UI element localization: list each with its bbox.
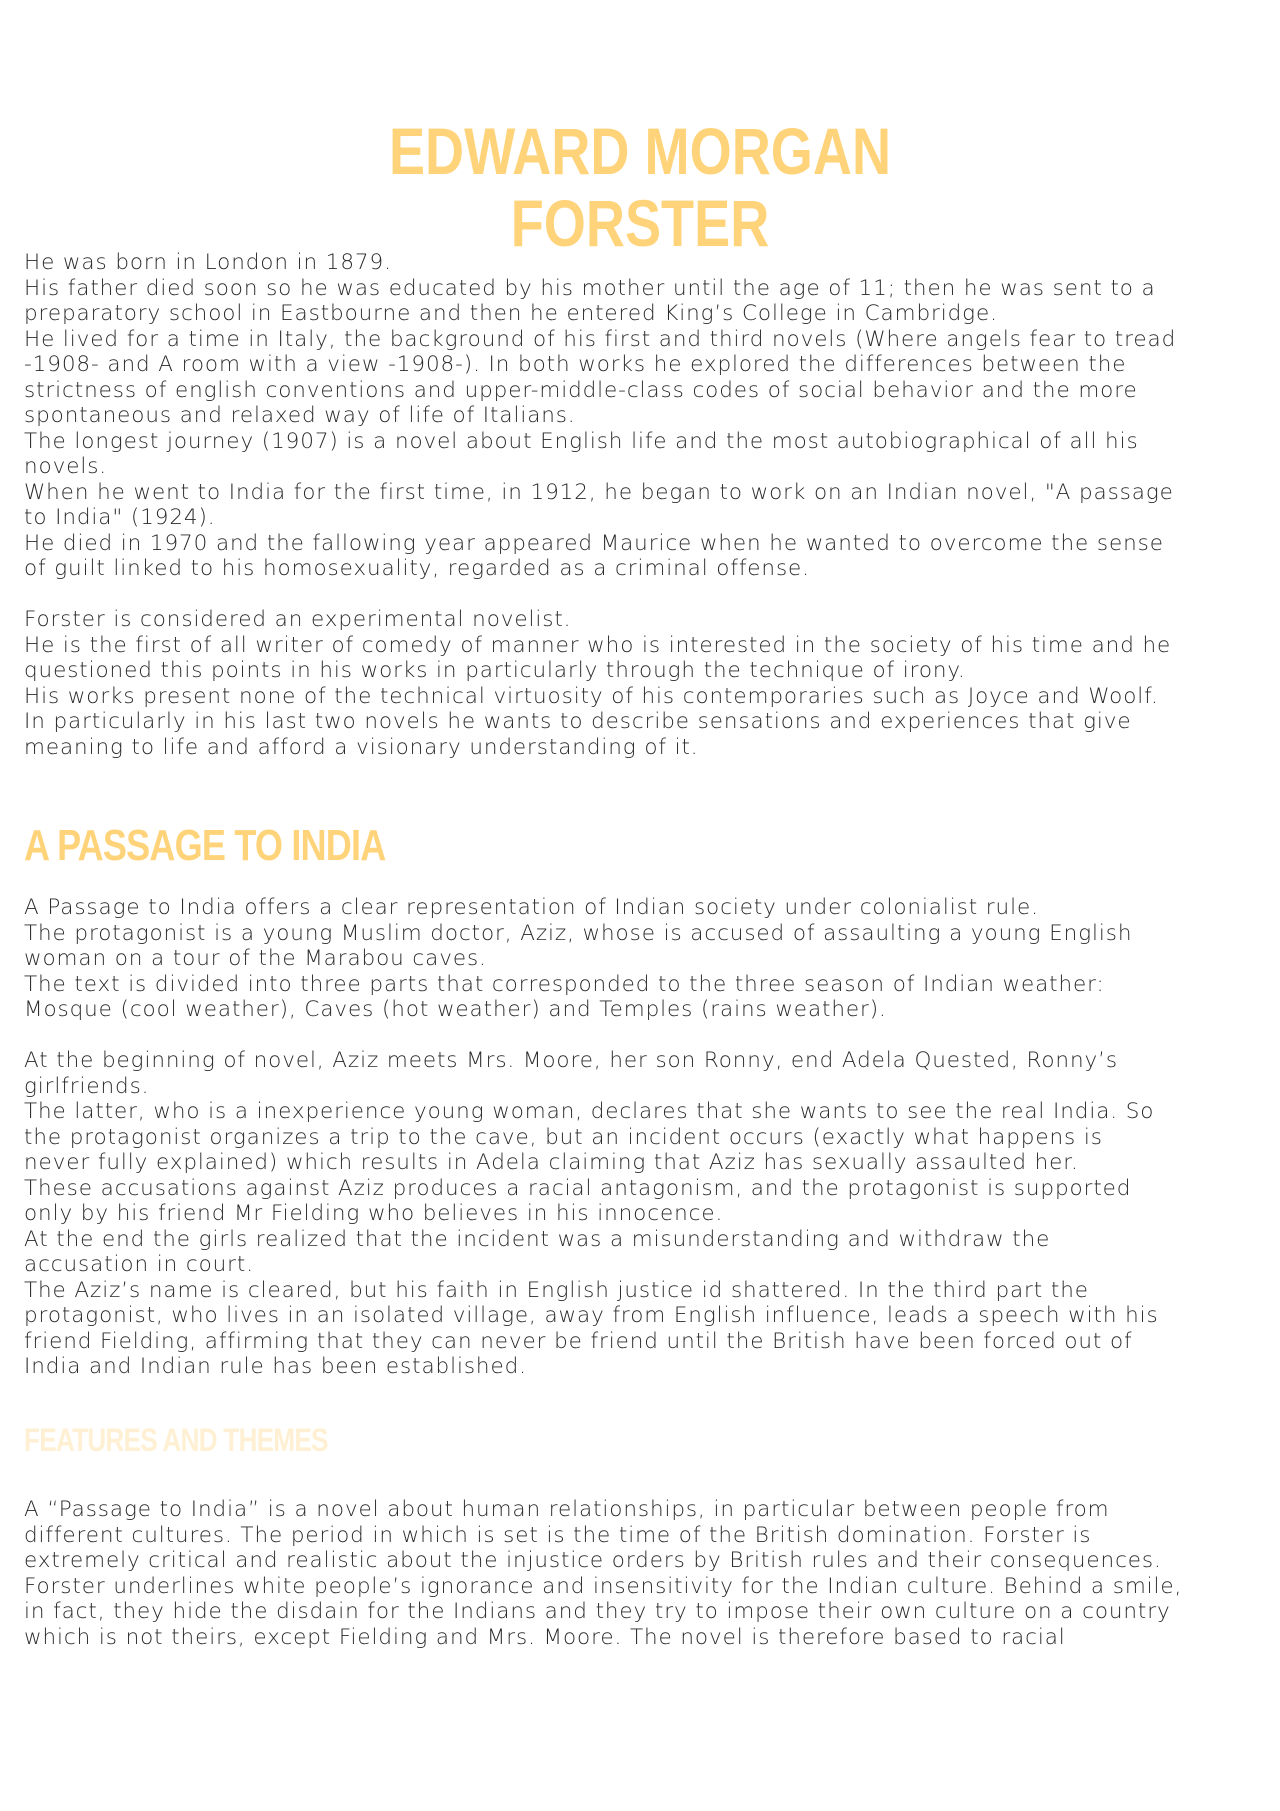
text-line: meaning to life and afford a visionary understanding of it. bbox=[24, 734, 699, 760]
text-line: accusation in court. bbox=[24, 1252, 254, 1277]
text-line: He was born in London in 1879. bbox=[24, 250, 392, 275]
text-line: novels. bbox=[24, 454, 108, 479]
text-line: His works present none of the technical virtuosity of his contemporaries such as Joyce and Woolf. bbox=[24, 683, 1159, 709]
text-line: He died in 1970 and the fallowing year appeared Maurice when he wanted to overcome the sense bbox=[24, 530, 1164, 556]
text-line: He is the first of all writer of comedy of manner who is interested in the society of his time and he bbox=[24, 632, 1172, 658]
passage-section bbox=[24, 895, 1264, 1380]
text-line: The latter, who is a inexperience young woman, declares that she wants to see the real India. So bbox=[24, 1099, 1155, 1124]
text-line: the protagonist organizes a trip to the cave, but an incident occurs (exactly what happens is bbox=[24, 1124, 1103, 1150]
text-line: questioned this points in his works in particularly through the technique of irony. bbox=[24, 658, 966, 683]
text-line: -1908- and A room with a view -1908-). In both works he explored the differences between the bbox=[24, 352, 1127, 377]
page-title-line-1: EDWARD MORGAN bbox=[388, 114, 892, 188]
text-line: extremely critical and realistic about the injustice orders by British rules and their consequences. bbox=[24, 1548, 1162, 1573]
text-line: friend Fielding, affirming that they can never be friend until the British have been forced out of bbox=[24, 1328, 1133, 1354]
section-heading-passage-to-india: A PASSAGE TO INDIA bbox=[24, 821, 386, 870]
text-line: strictness of english conventions and upper-middle-class codes of social behavior and the more bbox=[24, 377, 1138, 403]
text-line: girlfriends. bbox=[24, 1073, 150, 1099]
text-line: At the end the girls realized that the incident was a misunderstanding and withdraw the bbox=[24, 1226, 1051, 1252]
page-title bbox=[115, 115, 1165, 259]
text-line: These accusations against Aziz produces a racial antagonism, and the protagonist is supported bbox=[24, 1175, 1132, 1201]
biography-section bbox=[24, 250, 1264, 760]
text-line: Forster underlines white people’s ignorance and insensitivity for the Indian culture. Behind a smile, bbox=[24, 1573, 1183, 1599]
text-line: In particularly in his last two novels he wants to describe sensations and experiences that give bbox=[24, 709, 1132, 734]
text-line: only by his friend Mr Fielding who believes in his innocence. bbox=[24, 1201, 724, 1226]
text-line: At the beginning of novel, Aziz meets Mrs. Moore, her son Ronny, end Adela Quested, Ronny’s bbox=[24, 1048, 1118, 1073]
text-line: The Aziz’s name is cleared, but his faith in English justice id shattered. In the third part the bbox=[24, 1277, 1089, 1303]
text-line: different cultures. The period in which is set is the time of the British domination. Forster is bbox=[24, 1522, 1092, 1548]
text-line: Forster is considered an experimental novelist. bbox=[24, 607, 572, 632]
text-line: never fully explained) which results in Adela claiming that Aziz has sexually assaulted her. bbox=[24, 1150, 1079, 1175]
text-line: A Passage to India offers a clear representation of Indian society under colonialist rule. bbox=[24, 895, 1039, 920]
text-line: The longest journey (1907) is a novel about English life and the most autobiographical of all his bbox=[24, 428, 1139, 454]
text-line: of guilt linked to his homosexuality, regarded as a criminal offense. bbox=[24, 556, 810, 581]
section-heading-features-and-themes: FEATURES AND THEMES bbox=[24, 1422, 328, 1458]
text-line: protagonist, who lives in an isolated village, away from English influence, leads a speech with his bbox=[24, 1303, 1159, 1328]
text-line: The protagonist is a young Muslim doctor, Aziz, whose is accused of assaulting a young English bbox=[24, 920, 1133, 946]
features-section bbox=[24, 1497, 1264, 1650]
text-line: His father died soon so he was educated by his mother until the age of 11; then he was sent to a bbox=[24, 275, 1156, 301]
text-line: woman on a tour of the Marabou caves. bbox=[24, 946, 487, 971]
text-line: When he went to India for the first time, in 1912, he began to work on an Indian novel, "A passage bbox=[24, 479, 1174, 505]
text-line: He lived for a time in Italy, the background of his first and third novels (Where angels fear to tread bbox=[24, 326, 1177, 352]
text-line: India and Indian rule has been established. bbox=[24, 1354, 527, 1379]
text-line: A “Passage to India” is a novel about human relationships, in particular between people from bbox=[24, 1497, 1110, 1522]
page-title-line-2: FORSTER bbox=[510, 186, 770, 260]
text-line: preparatory school in Eastbourne and then he entered King’s College in Cambridge. bbox=[24, 301, 998, 326]
text-line: spontaneous and relaxed way of life of Italians. bbox=[24, 403, 576, 428]
text-line: The text is divided into three parts that corresponded to the three season of Indian weather: bbox=[24, 971, 1105, 997]
text-line: in fact, they hide the disdain for the Indians and they try to impose their own culture on a country bbox=[24, 1599, 1171, 1624]
text-line: to India" (1924). bbox=[24, 505, 216, 530]
text-line: which is not theirs, except Fielding and Mrs. Moore. The novel is therefore based to racial bbox=[24, 1624, 1066, 1650]
text-line: Mosque (cool weather), Caves (hot weather) and Temples (rains weather). bbox=[24, 997, 887, 1022]
